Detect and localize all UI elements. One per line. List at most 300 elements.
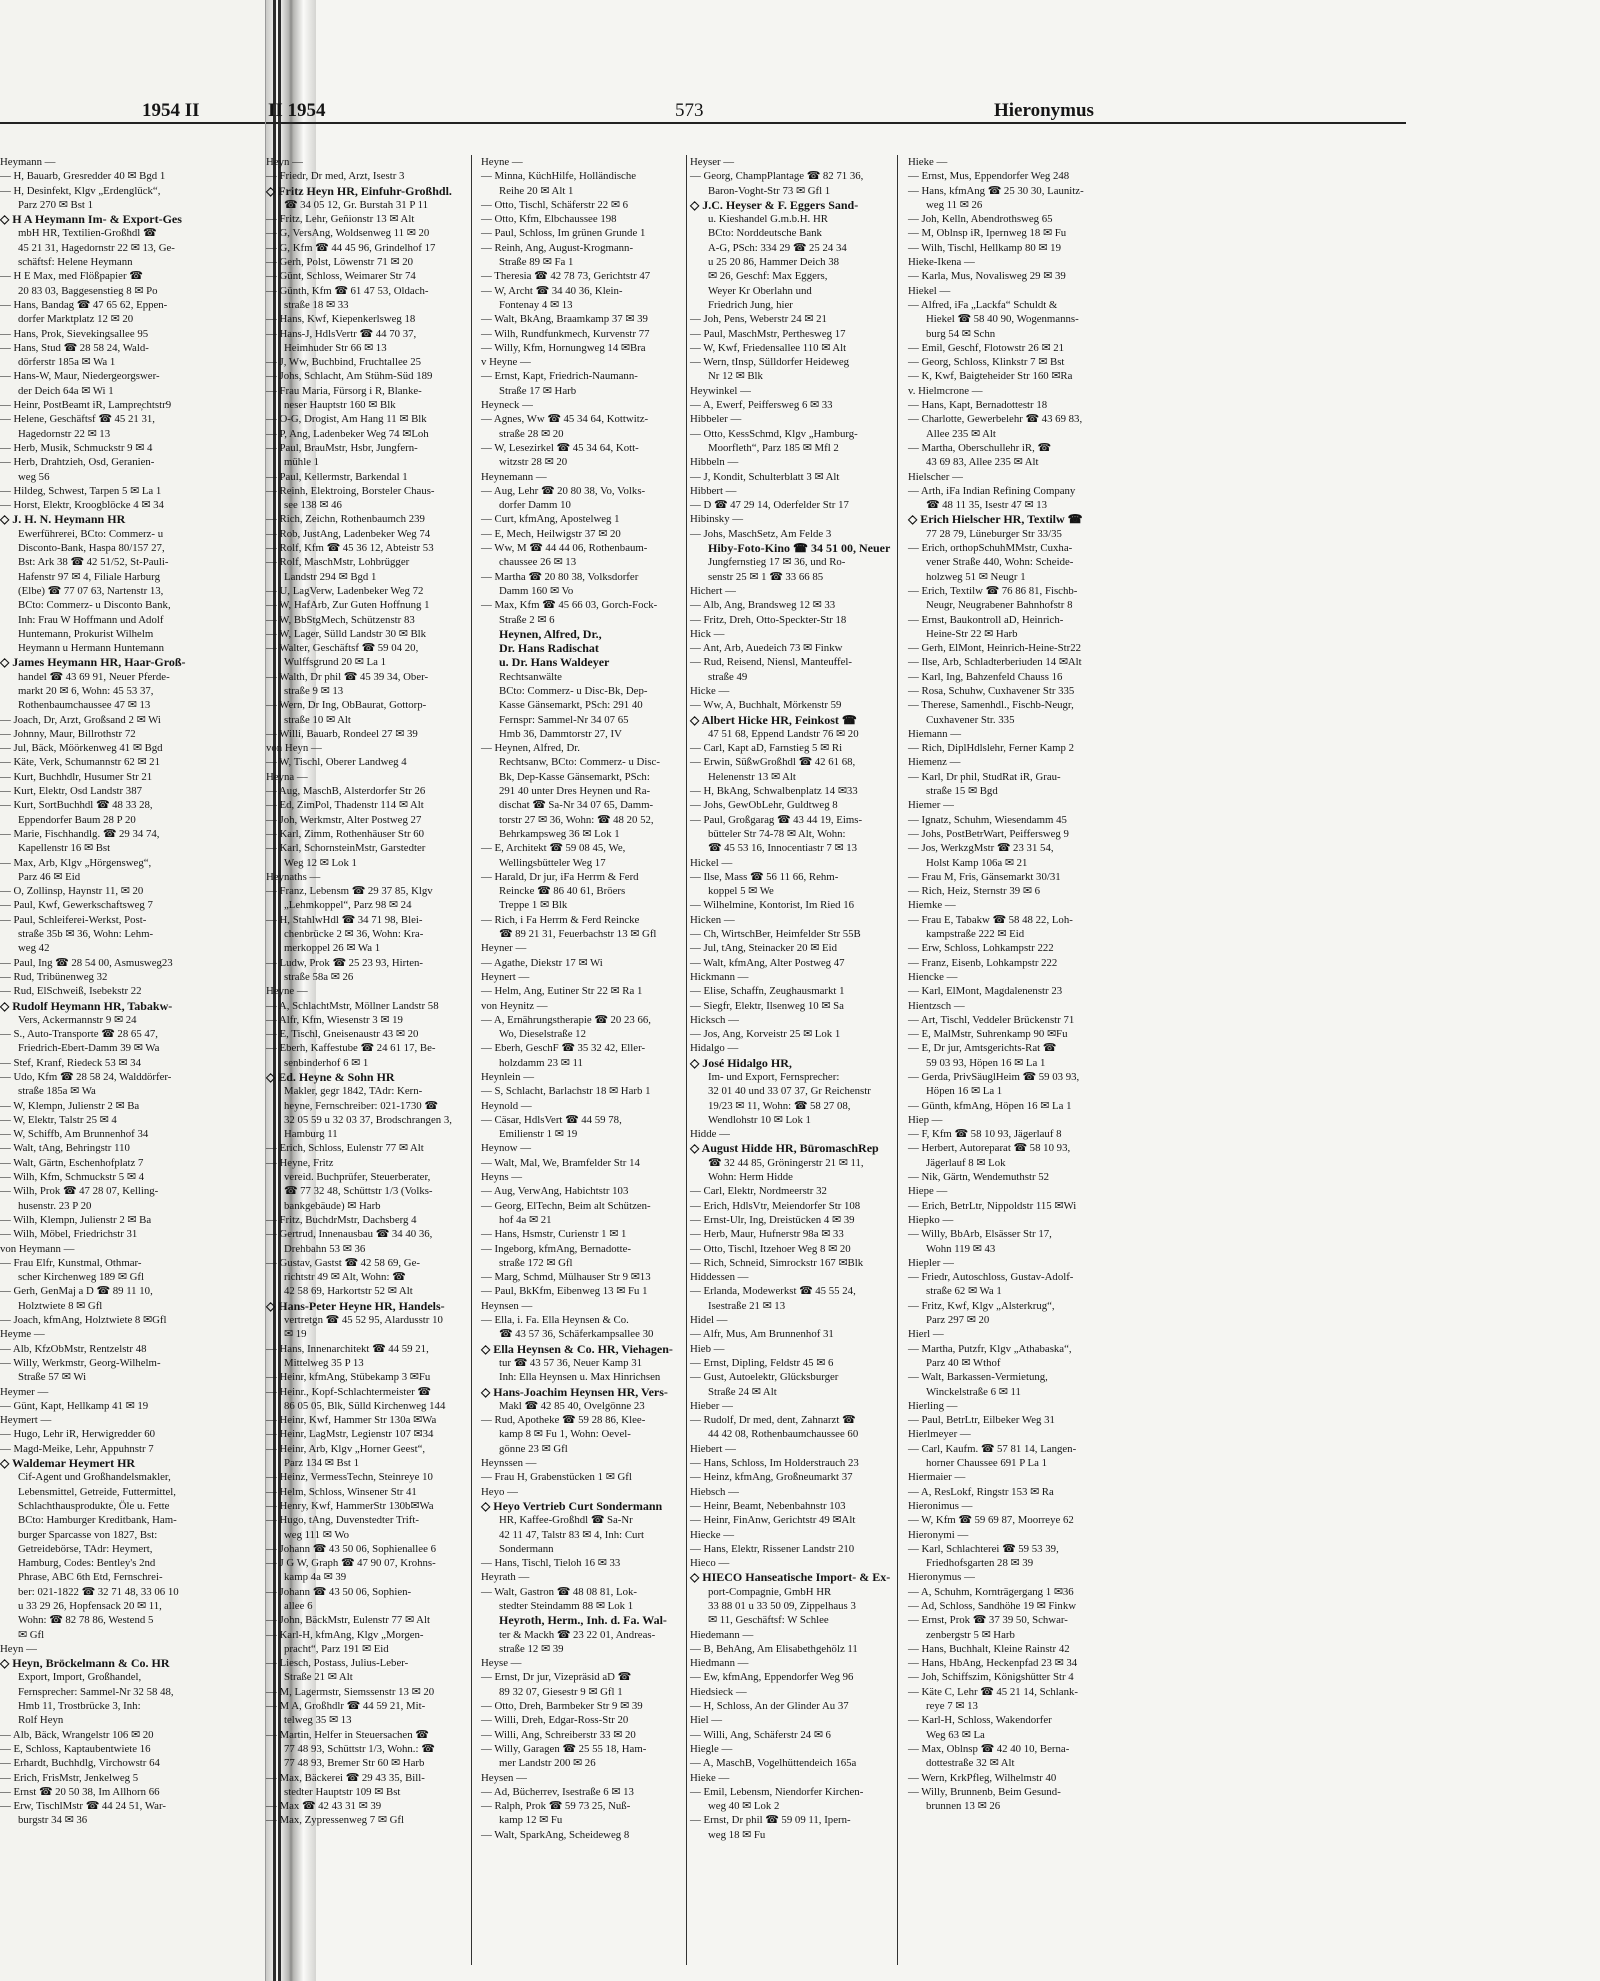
directory-entry-line: Rolf Heyn <box>18 1714 64 1727</box>
directory-entry-line: — Paul, BrauMstr, Hsbr, Jungfern- <box>266 441 418 454</box>
directory-entry-line: — Cäsar, HdlsVert ☎ 44 59 78, <box>481 1113 622 1126</box>
directory-entry-line: — Käte C, Lehr ☎ 45 21 14, Schlank- <box>908 1685 1078 1698</box>
directory-entry-line: mbH HR, Textilien-Großhdl ☎ <box>18 227 157 240</box>
directory-entry-line: — Johs, MaschSetz, Am Felde 3 <box>690 527 832 540</box>
directory-entry-line: — Walt, Barkassen-Vermietung, <box>908 1371 1048 1384</box>
directory-entry-line: — Herbert, Autoreparat ☎ 58 10 93, <box>908 1142 1071 1155</box>
directory-entry-line: — Fritz, Kwf, Klgv „Alsterkrug“, <box>908 1299 1055 1312</box>
directory-entry-line: BCto: Hamburger Kreditbank, Ham- <box>18 1514 177 1527</box>
directory-entry-line: — Karl, Dr phil, StudRat iR, Grau- <box>908 770 1061 783</box>
directory-entry-line: ◇ H A Heymann Im- & Export-Ges <box>0 212 182 227</box>
directory-entry-line: kampstraße 222 ✉ Eid <box>926 928 1025 941</box>
directory-entry-line: husenstr. 23 P 20 <box>18 1199 92 1212</box>
directory-entry-line: — Max, Oblnsp ☎ 42 40 10, Berna- <box>908 1742 1070 1755</box>
directory-entry-line: Hiermaier — <box>908 1471 966 1484</box>
directory-entry-line: Hielscher — <box>908 470 963 483</box>
directory-entry-line: Nr 12 ✉ Blk <box>708 370 763 383</box>
directory-entry-line: — Herb, Maur, Hufnerstr 98a ✉ 33 <box>690 1228 844 1241</box>
directory-entry-line: — Walt, Gärtn, Eschenhofplatz 7 <box>0 1156 144 1169</box>
directory-entry-line: Hamburg, Codes: Bentley's 2nd <box>18 1557 156 1570</box>
directory-entry-line: — W, BbStgMech, Schützenstr 83 <box>266 613 415 626</box>
directory-entry-line: — Rud, Tribünenweg 32 <box>0 970 108 983</box>
directory-entry-line: — Walt, SparkAng, Scheideweg 8 <box>481 1828 630 1841</box>
directory-entry-line: straße 10 ✉ Alt <box>284 713 351 726</box>
directory-entry-line: Reihe 20 ✉ Alt 1 <box>499 184 574 197</box>
directory-entry-line: Holst Kamp 106a ✉ 21 <box>926 856 1028 869</box>
directory-entry-line: — Alb, Ang, Brandsweg 12 ✉ 33 <box>690 599 836 612</box>
directory-entry-line: von Heymann — <box>0 1242 75 1255</box>
running-title: Hieronymus <box>994 100 1094 121</box>
directory-entry-line: Getreidebörse, TAdr: Heymert, <box>18 1542 153 1555</box>
directory-entry-line: — Gust, Autoelektr, Glücksburger <box>690 1371 839 1384</box>
directory-entry-line: — Heinr, PostBeamt iR, Lampre̦chtstr9 <box>0 399 172 412</box>
directory-entry-line: ber: 021-1822 ☎ 32 71 48, 33 06 10 <box>18 1585 179 1598</box>
directory-entry-line: — Erich, HdlsVtr, Meiendorfer Str 108 <box>690 1199 861 1212</box>
directory-entry-line: kamp 8 ✉ Fu 1, Wohn: Oevel- <box>499 1428 631 1441</box>
directory-column-4 <box>908 155 1108 1965</box>
directory-entry-line: Hick — <box>690 627 725 640</box>
directory-entry-line: — Rud, Apotheke ☎ 59 28 86, Klee- <box>481 1414 646 1427</box>
directory-entry-line: Weyer Kr Oberlahn und <box>708 284 812 297</box>
directory-entry-line: — Otto, Kfm, Elbchaussee 198 <box>481 213 617 226</box>
directory-entry-line: Hieb — <box>690 1342 725 1355</box>
directory-entry-line: — Udo, Kfm ☎ 28 58 24, Walddörfer- <box>0 1071 172 1083</box>
directory-entry-line: — Alb, KfzObMstr, Rentzelstr 48 <box>0 1342 147 1355</box>
directory-entry-line: 19/23 ✉ 11, Wohn: ☎ 58 27 08, <box>708 1099 851 1112</box>
directory-entry-line: — Jul, Bäck, Möörkenweg 41 ✉ Bgd <box>0 742 163 755</box>
directory-entry-line: — J, Ww, Buchbind, Fruchtallee 25 <box>266 356 422 369</box>
directory-entry-line: — Erich, BetrLtr, Nippoldstr 115 ✉Wi <box>908 1199 1077 1212</box>
directory-entry-line: Export, Import, Großhandel, <box>18 1671 142 1684</box>
directory-entry-line: — Friedr, Autoschloss, Gustav-Adolf- <box>908 1271 1074 1284</box>
directory-entry-line: — Walter, Geschäftsf ☎ 59 04 20, <box>266 642 419 655</box>
directory-entry-line: — Ernst, Prok ☎ 37 39 50, Schwar- <box>908 1614 1068 1627</box>
directory-entry-line: senbinderhof 6 ✉ 1 <box>284 1056 369 1069</box>
directory-entry-line: — Hans, Kapt, Bernadottestr 18 <box>908 399 1048 412</box>
directory-entry-line: — A, Ernährungstherapie ☎ 20 23 66, <box>481 1013 651 1026</box>
directory-entry-line: Heynold — <box>481 1099 532 1112</box>
directory-entry-line: Kasse Gänsemarkt, PSch: 291 40 <box>499 699 643 712</box>
directory-entry-line: Damm 160 ✉ Vo <box>499 584 574 597</box>
directory-entry-line: ◇ J. H. N. Heymann HR <box>0 512 126 527</box>
directory-entry-line: — H, Desinfekt, Klgv „Erdenglück“, <box>0 184 161 197</box>
directory-entry-line: 291 40 unter Dres Heynen und Ra- <box>499 785 651 798</box>
directory-entry-line: Heyse — <box>481 1657 522 1670</box>
directory-entry-line: Heymer — <box>0 1385 49 1398</box>
directory-entry-line: Fontenay 4 ✉ 13 <box>499 298 573 311</box>
directory-entry-line: — John, BäckMstr, Eulenstr 77 ✉ Alt <box>266 1614 430 1627</box>
directory-column-2 <box>481 155 681 1965</box>
directory-entry-line: — Martin, Helfer in Steuersachen ☎ <box>266 1728 429 1741</box>
directory-entry-line: straße 49 <box>708 670 748 683</box>
directory-entry-line: BCto: Commerz- u Disc-Bk, Dep- <box>499 684 648 697</box>
directory-entry-line: neser Hauptstr 160 ✉ Blk <box>284 399 396 412</box>
directory-entry-line: — Heynen, Alfred, Dr. <box>481 742 580 755</box>
left-header-rule <box>0 122 265 124</box>
directory-entry-line: pracht“, Parz 191 ✉ Eid <box>284 1642 389 1655</box>
directory-entry-line: Höpen 16 ✉ La 1 <box>926 1085 1003 1098</box>
directory-entry-line: 44 42 08, Rothenbaumchaussee 60 <box>708 1428 859 1441</box>
right-page <box>266 0 1600 1981</box>
directory-entry-line: — Carl, Elektr, Nordmeerstr 32 <box>690 1185 827 1198</box>
directory-entry-line: — Paul, Schloss, Im grünen Grunde 1 <box>481 227 646 240</box>
directory-entry-line: Wohn 119 ✉ 43 <box>926 1242 996 1255</box>
directory-entry-line: Parz 270 ✉ Bst 1 <box>18 198 94 211</box>
directory-entry-line: Hierling — <box>908 1399 958 1412</box>
directory-entry-line: Straße 89 ✉ Fa 1 <box>499 256 574 269</box>
directory-entry-line: 42 58 69, Harkortstr 52 ✉ Alt <box>284 1285 413 1298</box>
directory-entry-line: — Johann ☎ 43 50 06, Sophienallee 6 <box>266 1542 436 1555</box>
directory-entry-line: Cuxhavener Str. 335 <box>926 713 1015 726</box>
directory-entry-line: — Harald, Dr jur, iFa Herrm & Ferd <box>481 870 639 883</box>
directory-entry-line: — Erlanda, Modewerkst ☎ 45 55 24, <box>690 1285 856 1298</box>
directory-entry-line: vertretgn ☎ 45 52 95, Alardusstr 10 <box>284 1314 443 1327</box>
directory-entry-line: — Aug, Lehr ☎ 20 80 38, Vo, Volks- <box>481 484 646 497</box>
directory-entry-line: — Franz, Lebensm ☎ 29 37 85, Klgv <box>266 885 433 898</box>
directory-entry-line: — Wilh, Kfm, Schmuckstr 5 ✉ 4 <box>0 1171 144 1184</box>
directory-entry-line: — Liesch, Postass, Julius-Leber- <box>266 1657 409 1670</box>
directory-entry-line: — Georg, ChampPlantage ☎ 82 71 36, <box>690 170 864 183</box>
directory-entry-line: — Alfr, Kfm, Wiesenstr 3 ✉ 19 <box>266 1013 403 1026</box>
directory-entry-line: — E, Dr jur, Amtsgerichts-Rat ☎ <box>908 1042 1057 1055</box>
directory-entry-line: Hiddessen — <box>690 1271 749 1284</box>
directory-entry-line: — Joh, Kelln, Abendrothsweg 65 <box>908 213 1053 226</box>
directory-entry-line: — Ernst, Dr phil ☎ 59 09 11, Ipern- <box>690 1814 851 1827</box>
directory-entry-line: — H, BkAng, Schwalbenplatz 14 ✉33 <box>690 785 858 798</box>
directory-entry-line: — E, Architekt ☎ 59 08 45, We, <box>481 842 626 855</box>
directory-entry-line: Inh: Frau W Hoffmann und Adolf <box>18 613 164 626</box>
directory-entry-line: Straße 2 ✉ 6 <box>499 613 555 626</box>
directory-entry-line: — Frau Maria, Fürsorg i R, Blanke- <box>266 384 422 397</box>
directory-entry-line: — Ernst, Baukontroll aD, Heinrich- <box>908 613 1064 626</box>
directory-entry-line: Hickmann — <box>690 970 749 983</box>
directory-entry-line: Hiby-Foto-Kino ☎ 34 51 00, Neuer <box>708 541 891 556</box>
directory-entry-line: — M, Lagermstr, Siemssenstr 13 ✉ 20 <box>266 1685 435 1698</box>
directory-entry-line: Phrase, ABC 6th Etd, Fernschrei- <box>18 1571 163 1584</box>
directory-entry-line: Straße 24 ✉ Alt <box>708 1385 777 1398</box>
directory-entry-line: — Paul, Kwf, Gewerkschaftsweg 7 <box>0 899 153 912</box>
directory-entry-line: — Fritz, Dreh, Otto-Speckter-Str 18 <box>690 613 847 626</box>
directory-entry-line: ◇ Waldemar Heymert HR <box>0 1456 136 1471</box>
directory-entry-line: — G, Kfm ☎ 44 45 96, Grindelhof 17 <box>266 241 436 254</box>
directory-entry-line: ◇ Ella Heynsen & Co. HR, Viehagen- <box>481 1341 673 1356</box>
directory-entry-line: — Siegfr, Elektr, Ilsenweg 10 ✉ Sa <box>690 999 844 1012</box>
directory-entry-line: Hiekel — <box>908 284 951 297</box>
directory-entry-line: — U, LagVerw, Ladenbeker Weg 72 <box>266 584 424 597</box>
directory-entry-line: — Charlotte, Gewerbelehr ☎ 43 69 83, <box>908 413 1083 426</box>
directory-entry-line: markt 20 ✉ 6, Wohn: 45 53 37, <box>18 684 154 697</box>
directory-entry-line: Makler, gegr 1842, TAdr: Kern- <box>284 1085 423 1098</box>
directory-entry-line: zenbergstr 5 ✉ Harb <box>926 1628 1015 1641</box>
directory-entry-line: — Paul, BkKfm, Eibenweg 13 ✉ Fu 1 <box>481 1285 648 1298</box>
directory-entry-line: — Curt, kfmAng, Apostelweg 1 <box>481 513 620 526</box>
directory-entry-line: — Karl, Ing, Bahzenfeld Chauss 16 <box>908 670 1063 683</box>
directory-entry-line: — Paul, MaschMstr, Perthesweg 17 <box>690 327 846 340</box>
directory-entry-line: — J G W, Graph ☎ 47 90 07, Krohns- <box>266 1557 436 1570</box>
directory-entry-line: — W, Elektr, Talstr 25 ✉ 4 <box>0 1113 117 1126</box>
directory-entry-line: Hibbeln — <box>690 456 739 469</box>
directory-entry-line: straße 172 ✉ Gfl <box>499 1256 573 1269</box>
directory-entry-line: Lebensmittel, Getreide, Futtermittel, <box>18 1485 177 1498</box>
directory-entry-line: — Erw, Schloss, Lohkampstr 222 <box>908 942 1054 955</box>
directory-entry-line: — Martha, Oberschullehr iR, ☎ <box>908 441 1051 454</box>
directory-entry-line: — Wilh, Möbel, Friedrichstr 31 <box>0 1228 138 1241</box>
directory-entry-line: Huntemann, Prokurist Wilhelm <box>18 627 154 640</box>
directory-entry-line: — Emil, Geschf, Flotowstr 26 ✉ 21 <box>908 341 1064 354</box>
directory-entry-line: — H E Max, med Flößpapier ☎ <box>0 270 143 283</box>
directory-entry-line: — Johs, Schlacht, Am Stühm-Süd 189 <box>266 370 433 383</box>
directory-entry-line: — E, Tischl, Gneisenaustr 43 ✉ 20 <box>266 1028 419 1041</box>
directory-entry-line: — Walt, kfmAng, Alter Postweg 47 <box>690 956 845 969</box>
directory-entry-line: — Eberh, GeschF ☎ 35 32 42, Eller- <box>481 1042 646 1055</box>
directory-entry-line: — Max, Arb, Klgv „Hörgensweg“, <box>0 856 152 869</box>
directory-entry-line: — Rudolf, Dr med, dent, Zahnarzt ☎ <box>690 1414 856 1427</box>
directory-entry-line: Hibinsky — <box>690 513 744 526</box>
directory-entry-line: v. Hielmcrone — <box>908 384 983 397</box>
directory-entry-line: — Kurt, Buchhdlr, Husumer Str 21 <box>0 770 153 783</box>
directory-entry-line: bütteler Str 74-78 ✉ Alt, Wohn: <box>708 827 846 840</box>
directory-entry-line: Allee 235 ✉ Alt <box>926 427 996 440</box>
directory-entry-line: u 33 29 26, Hopfensack 20 ✉ 11, <box>18 1599 162 1612</box>
directory-entry-line: 77 48 93, Schüttstr 1/3, Wohn.: ☎ <box>284 1742 435 1755</box>
directory-entry-line: Neugr, Neugrabener Bahnhofstr 8 <box>926 599 1073 612</box>
directory-entry-line: — Walt, tAng, Behringstr 110 <box>0 1142 130 1155</box>
directory-entry-line: — H, Schloss, An der Glinder Au 37 <box>690 1700 849 1713</box>
directory-entry-line: — A, Schuhm, Kornträgergang 1 ✉36 <box>908 1585 1074 1598</box>
directory-entry-line: Hagedornstr 22 ✉ 13 <box>18 427 111 440</box>
directory-entry-line: — M, Oblnsp iR, Ipernweg 18 ✉ Fu <box>908 227 1067 240</box>
directory-entry-line: Hieronymus — <box>908 1571 975 1584</box>
directory-entry-line: — Willi, Ang, Schäferstr 24 ✉ 6 <box>690 1728 831 1741</box>
directory-entry-line: 59 03 93, Höpen 16 ✉ La 1 <box>926 1056 1046 1069</box>
directory-entry-line: Wohn: ☎ 82 78 86, Westend 5 <box>18 1614 154 1627</box>
directory-entry-line: — Heinr, Kwf, Hammer Str 130a ✉Wa <box>266 1414 437 1427</box>
directory-entry-line: ✉ 26, Geschf: Max Eggers, <box>708 270 828 283</box>
directory-entry-line: Heimhuder Str 66 ✉ 13 <box>284 341 387 354</box>
directory-entry-line: — Walth, Dr phil ☎ 45 39 34, Ober- <box>266 670 429 683</box>
directory-entry-line: — Erhardt, Buchhdlg, Virchowstr 64 <box>0 1757 160 1770</box>
directory-entry-line: Friedrich-Ebert-Damm 39 ✉ Wa <box>18 1042 160 1055</box>
directory-entry-line: Heyo — <box>481 1485 518 1498</box>
column-divider <box>897 155 898 1965</box>
directory-entry-line: Heynow — <box>481 1142 532 1155</box>
directory-entry-line: — Willy, Garagen ☎ 25 55 18, Ham- <box>481 1742 647 1755</box>
directory-entry-line: — Carl, Kaufm. ☎ 57 81 14, Langen- <box>908 1442 1077 1455</box>
directory-entry-line: Hiel — <box>690 1714 723 1727</box>
directory-entry-line: — W, Lager, Sülld Landstr 30 ✉ Blk <box>266 627 427 640</box>
directory-entry-line: ◇ J.C. Heyser & F. Eggers Sand- <box>690 197 859 212</box>
directory-entry-line: — Walt, BkAng, Braamkamp 37 ✉ 39 <box>481 313 648 326</box>
directory-entry-line: Wulffsgrund 20 ✉ La 1 <box>284 656 386 669</box>
left-page-number: 1954 II <box>142 100 200 121</box>
directory-entry-line: — Ilse, Mass ☎ 56 11 66, Rehm- <box>690 870 839 883</box>
directory-entry-line: — S, Schlacht, Barlachstr 18 ✉ Harb 1 <box>481 1085 651 1098</box>
directory-entry-line: heyne, Fernschreiber: 021-1730 ☎ <box>284 1099 438 1112</box>
directory-entry-line: — Emil, Lebensm, Niendorfer Kirchen- <box>690 1785 864 1798</box>
left-page-header <box>0 100 265 136</box>
directory-entry-line: ◇ José Hidalgo HR, <box>690 1055 792 1070</box>
column-divider <box>471 155 472 1965</box>
directory-entry-line: straße 28 ✉ 20 <box>499 427 564 440</box>
directory-entry-line: Helenenstr 13 ✉ Alt <box>708 770 796 783</box>
directory-entry-line: — Karl, Zimm, Rothenhäuser Str 60 <box>266 827 425 840</box>
directory-entry-line: Hieke-Ikena — <box>908 256 975 269</box>
directory-entry-line: Hafenstr 97 ✉ 4, Filiale Harburg <box>18 570 160 583</box>
directory-entry-line: Straße 17 ✉ Harb <box>499 384 577 397</box>
directory-entry-line: — Hans, Kwf, Kiepenkerlsweg 18 <box>266 313 416 326</box>
directory-entry-line: Hiemann — <box>908 727 962 740</box>
directory-entry-line: — Hans, Hsmstr, Curienstr 1 ✉ 1 <box>481 1228 627 1241</box>
directory-entry-line: ◇ Rudolf Heymann HR, Tabakw- <box>0 998 173 1013</box>
directory-entry-line: — Rich, Zeichn, Rothenbaumch 239 <box>266 513 425 526</box>
directory-entry-line: kamp 12 ✉ Fu <box>499 1814 563 1827</box>
directory-entry-line: — Paul, Kellermstr, Barkendal 1 <box>266 470 408 483</box>
directory-entry-line: — Fritz, BuchdrMstr, Dachsberg 4 <box>266 1213 417 1226</box>
directory-entry-line: — Max, Zypressenweg 7 ✉ Gfl <box>266 1814 404 1827</box>
directory-entry-line: ☎ 48 11 35, Isestr 47 ✉ 13 <box>926 499 1048 512</box>
right-header-rule <box>266 122 1406 124</box>
directory-entry-line: — W, Lesezirkel ☎ 45 34 64, Kott- <box>481 441 639 454</box>
directory-entry-line: — Helene, Geschäftsf ☎ 45 21 31, <box>0 413 155 426</box>
directory-entry-line: — Reinh, Ang, August-Krogmann- <box>481 241 634 254</box>
directory-entry-line: — Karl-H, Schloss, Wakendorfer <box>908 1714 1052 1727</box>
directory-entry-line: — Rich, Heiz, Sternstr 39 ✉ 6 <box>908 885 1040 898</box>
directory-entry-line: — Carl, Kapt aD, Farnstieg 5 ✉ Ri <box>690 742 843 755</box>
directory-entry-line: — Gerh, ElMont, Heinrich-Heine-Str22 <box>908 642 1082 655</box>
directory-entry-line: — Agnes, Ww ☎ 45 34 64, Kottwitz- <box>481 413 649 426</box>
directory-entry-line: straße 18 ✉ 33 <box>284 298 349 311</box>
directory-entry-line: — Ant, Arb, Auedeich 73 ✉ Finkw <box>690 642 843 655</box>
directory-entry-line: — Otto, Dreh, Barmbeker Str 9 ✉ 39 <box>481 1700 643 1713</box>
directory-entry-line: Hiebsch — <box>690 1485 739 1498</box>
directory-entry-line: u. Kieshandel G.m.b.H. HR <box>708 213 828 226</box>
directory-entry-line: — Fritz, Lehr, Geñionstr 13 ✉ Alt <box>266 213 415 226</box>
directory-entry-line: Hichert — <box>690 584 736 597</box>
directory-entry-line: u. Dr. Hans Waldeyer <box>499 655 610 670</box>
directory-entry-line: — Marg, Schmd, Mülhauser Str 9 ✉13 <box>481 1271 651 1284</box>
directory-entry-line: — Herb, Musik, Schmuckstr 9 ✉ 4 <box>0 441 153 454</box>
directory-entry-line: — Erich, Textilw ☎ 76 86 81, Fischb- <box>908 584 1078 597</box>
directory-entry-line: Straße 57 ✉ Wi <box>18 1371 87 1384</box>
directory-entry-line: burgstr 34 ✉ 36 <box>18 1814 88 1827</box>
directory-entry-line: — S., Auto-Transporte ☎ 28 65 47, <box>0 1028 158 1041</box>
directory-entry-line: Makl ☎ 42 85 40, Ovelgönne 23 <box>499 1399 645 1412</box>
directory-entry-line: — Willy, Kfm, Hornungweg 14 ✉Bra <box>481 341 646 354</box>
directory-entry-line: telweg 35 ✉ 13 <box>284 1714 352 1727</box>
directory-entry-line: — Friedr, Dr med, Arzt, Isestr 3 <box>266 170 405 183</box>
directory-entry-line: Hieke — <box>908 156 948 168</box>
directory-entry-line: — Rich, Schneid, Simrockstr 167 ✉Blk <box>690 1256 864 1269</box>
left-page <box>0 0 266 1981</box>
directory-entry-line: Hiencke — <box>908 970 958 983</box>
directory-entry-line: — Georg, ElTechn, Beim alt Schützen- <box>481 1199 651 1212</box>
directory-entry-line: weg 56 <box>18 470 50 483</box>
directory-entry-line: — H, Bauarb, Gresredder 40 ✉ Bgd 1 <box>0 170 166 183</box>
directory-entry-line: — W, Archt ☎ 34 40 36, Klein- <box>481 284 623 297</box>
directory-entry-line: — E, Mech, Heilwigstr 37 ✉ 20 <box>481 527 621 540</box>
directory-entry-line: Weg 12 ✉ Lok 1 <box>284 856 357 869</box>
directory-entry-line: — K, Kwf, Baigteheider Str 160 ✉Ra <box>908 370 1073 383</box>
directory-entry-line: — Herb, Drahtzieh, Osd, Geranien- <box>0 456 155 469</box>
directory-entry-line: Heyn — <box>266 156 303 168</box>
directory-entry-line: — Hans, Tischl, Tieloh 16 ✉ 33 <box>481 1557 621 1570</box>
directory-entry-line: straße 9 ✉ 13 <box>284 684 344 697</box>
directory-entry-line: — Ed, ZimPol, Thadenstr 114 ✉ Alt <box>266 799 424 812</box>
directory-entry-line: ◇ HIECO Hanseatische Import- & Ex- <box>690 1570 891 1585</box>
directory-entry-line: horner Chaussee 691 P La 1 <box>926 1457 1048 1470</box>
directory-entry-line: Rothenbaumchaussee 47 ✉ 13 <box>18 699 151 712</box>
directory-entry-line: — Max ☎ 42 43 31 ✉ 39 <box>266 1800 382 1813</box>
directory-entry-line: — Agathe, Diekstr 17 ✉ Wi <box>481 956 603 969</box>
directory-entry-line: — Arth, iFa Indian Refining Company <box>908 484 1076 497</box>
directory-entry-line: von Heynitz — <box>481 999 548 1012</box>
directory-entry-line: — D ☎ 47 29 14, Oderfelder Str 17 <box>690 499 849 512</box>
directory-entry-line: Parz 40 ✉ Wthof <box>926 1356 1001 1369</box>
directory-entry-line: Jägerlauf 8 ✉ Lok <box>926 1156 1006 1169</box>
directory-entry-line: Hiemer — <box>908 799 954 812</box>
directory-entry-line: — Gertrud, Innenausbau ☎ 34 40 36, <box>266 1228 433 1241</box>
directory-entry-line: burger Sparcasse von 1827, Bst: <box>18 1528 158 1541</box>
right-page-year: II 1954 <box>268 100 326 121</box>
directory-entry-line: — Ella, i. Fa. Ella Heynsen & Co. <box>481 1314 629 1327</box>
directory-entry-line: Heynert — <box>481 970 530 983</box>
directory-entry-line: — Horst, Elektr, Kroogblöcke 4 ✉ 34 <box>0 499 164 512</box>
directory-entry-line: — Ralph, Prok ☎ 59 73 25, Nuß- <box>481 1800 631 1813</box>
directory-entry-line: — Alb, Bäck, Wrangelstr 106 ✉ 20 <box>0 1728 154 1741</box>
directory-entry-line: — Jul, tAng, Steinacker 20 ✉ Eid <box>690 942 837 955</box>
directory-entry-line: dörferstr 185a ✉ Wa 1 <box>18 356 116 369</box>
directory-entry-line: koppel 5 ✉ We <box>708 885 774 898</box>
directory-entry-line: 42 11 47, Talstr 83 ✉ 4, Inh: Curt <box>499 1528 645 1541</box>
directory-entry-line: Heysen — <box>481 1771 527 1784</box>
directory-entry-line: — Hans-W, Maur, Niedergeorgswer- <box>0 370 160 383</box>
directory-entry-line: dorfer Damm 10 <box>499 499 571 512</box>
directory-entry-line: — Wern, KrkPfleg, Wilhelmstr 40 <box>908 1771 1057 1784</box>
directory-entry-line: — Erw, TischlMstr ☎ 44 24 51, War- <box>0 1800 166 1813</box>
directory-entry-line: Bst: Ark 38 ☎ 42 51/52, St-Pauli- <box>18 556 169 569</box>
directory-entry-line: dischat ☎ Sa-Nr 34 07 65, Damm- <box>499 799 654 812</box>
directory-entry-line: Straße 21 ✉ Alt <box>284 1671 353 1684</box>
directory-entry-line: Friedrich Jung, hier <box>708 298 793 311</box>
directory-entry-line: 47 51 68, Eppend Landstr 76 ✉ 20 <box>708 727 859 740</box>
directory-entry-line: handel ☎ 43 69 91, Neuer Pferde- <box>18 670 170 683</box>
directory-entry-line: Heyna — <box>266 770 308 783</box>
directory-entry-line: Behrkampsweg 36 ✉ Lok 1 <box>499 827 620 840</box>
directory-entry-line: Vers, Ackermannstr 9 ✉ 24 <box>18 1013 137 1026</box>
directory-entry-line: bankgebäude) ✉ Harb <box>284 1199 381 1212</box>
directory-entry-line: straße 35b ✉ 36, Wohn: Lehm- <box>18 928 154 941</box>
directory-entry-line: — Ernst, Dr jur, Vizepräsid aD ☎ <box>481 1671 632 1684</box>
directory-entry-line: — Rud, Reisend, Niensl, Manteuffel- <box>690 656 853 669</box>
directory-entry-line: — W, Schiffb, Am Brunnenhof 34 <box>0 1128 149 1141</box>
directory-entry-line: Rechtsanwälte <box>499 670 562 683</box>
directory-entry-line: — Frau Elfr, Kunstmal, Othmar- <box>0 1256 142 1269</box>
directory-entry-line: dottestraße 32 ✉ Alt <box>926 1757 1015 1770</box>
directory-entry-line: — O, Zollinsp, Haynstr 11, ✉ 20 <box>0 885 144 898</box>
directory-entry-line: Heyrath — <box>481 1571 530 1584</box>
directory-entry-line: — Alfred, iFa „Lackfa“ Schuldt & <box>908 298 1058 311</box>
directory-entry-line: Hierl — <box>908 1328 944 1341</box>
directory-entry-line: ◇ Fritz Heyn HR, Einfuhr-Großhdl. <box>266 183 452 198</box>
directory-entry-line: — Hans, HbAng, Heckenpfad 23 ✉ 34 <box>908 1657 1078 1670</box>
directory-entry-line: holzdamm 23 ✉ 11 <box>499 1056 583 1069</box>
directory-entry-line: Hieber — <box>690 1399 733 1412</box>
directory-entry-line: — Joh, Werkmstr, Alter Postweg 27 <box>266 813 422 826</box>
directory-entry-line: — Wilhelmine, Kontorist, Im Ried 16 <box>690 899 855 912</box>
directory-entry-line: Fernsprecher: Sammel-Nr 32 58 48, <box>18 1685 174 1698</box>
directory-entry-line: Wo, Dieselstraße 12 <box>499 1028 586 1041</box>
directory-entry-line: — Therese, Samenhdl., Fischb-Neugr, <box>908 699 1074 712</box>
